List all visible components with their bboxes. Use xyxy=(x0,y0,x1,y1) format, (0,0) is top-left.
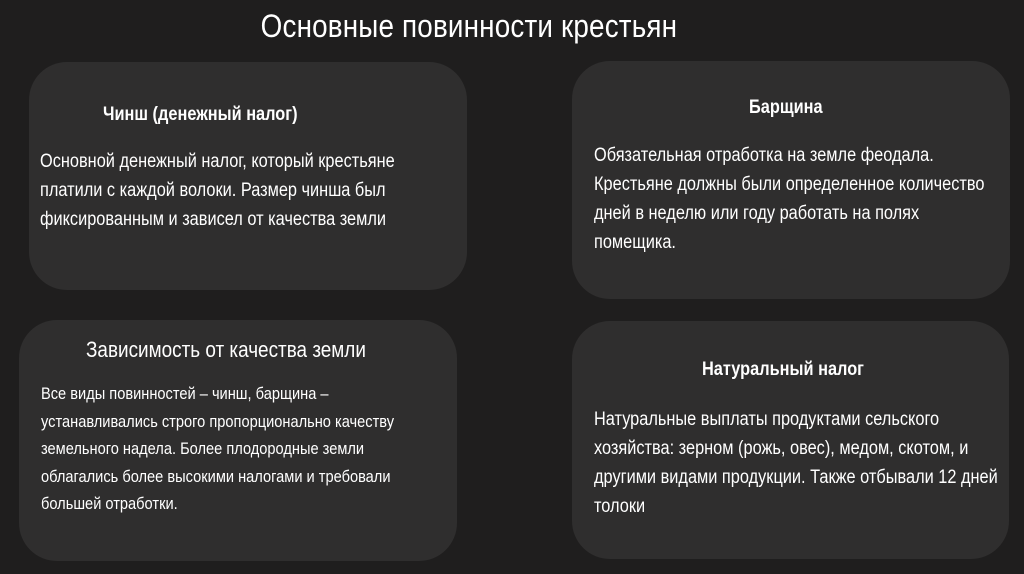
card-text: Натуральные выплаты продуктами сельского хозяйства: зерном (рожь, овес), медом, скотом, и другими видами продукции. Также отбывали 12 дней толоки xyxy=(594,409,998,517)
card-chinsh xyxy=(29,62,467,290)
card-heading: Зависимость от качества земли xyxy=(86,337,366,362)
card-text: Все виды повинностей – чинш, барщина – устанавливались строго пропорционально качеству земельного надела. Более плодородные земли облагались более высокими налогами и требовали большей отработки. xyxy=(41,384,395,513)
card-heading: Натуральный налог xyxy=(702,359,864,380)
card-text: Основной денежный налог, который крестьяне платили с каждой волоки. Размер чинша был фиксированным и зависел от качества земли xyxy=(40,151,395,230)
card-natural-tax xyxy=(572,321,1009,559)
card-heading: Барщина xyxy=(749,97,823,118)
card-land-quality xyxy=(19,320,457,561)
card-text: Обязательная отработка на земле феодала. Крестьяне должны были определенное количество дней в неделю или году работать на полях помещика. xyxy=(594,145,985,253)
page-title: Основные повинности крестьян xyxy=(260,8,678,44)
card-barshchina xyxy=(572,61,1010,299)
card-heading: Чинш (денежный налог) xyxy=(103,104,298,125)
